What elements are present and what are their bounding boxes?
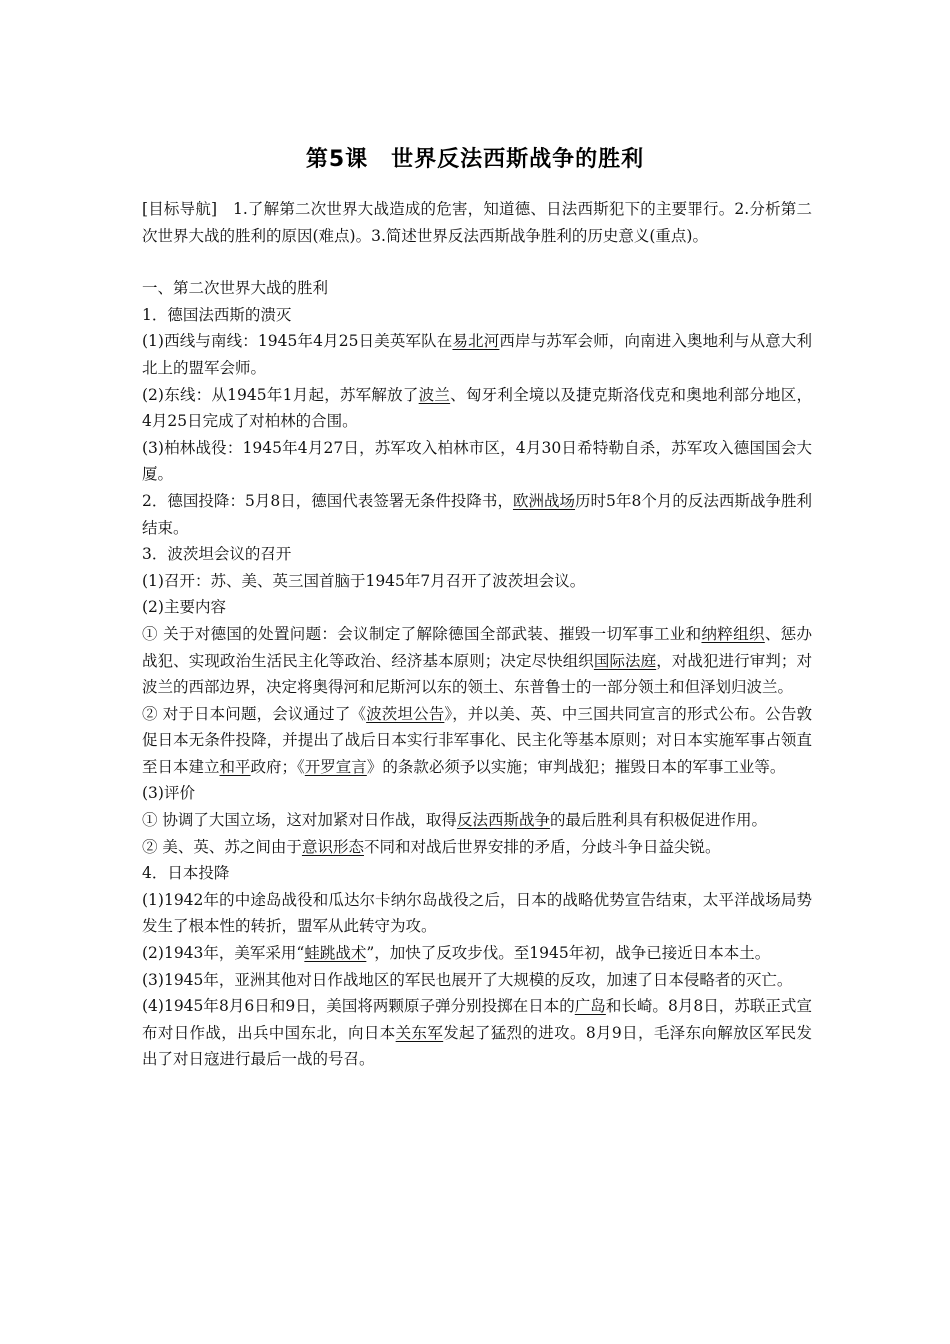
- section-heading: 一、第二次世界大战的胜利: [142, 279, 329, 298]
- text: 、匈牙利全境以及捷克斯洛伐克和奥地利部分地区，4月25日完成了对柏林的合围。: [142, 385, 812, 431]
- subheading-germany-collapse: 1．德国法西斯的溃灭: [142, 305, 292, 324]
- underlined-term: 反法西斯战争: [456, 811, 550, 830]
- subheading-potsdam: 3．波茨坦会议的召开: [142, 545, 292, 564]
- subheading-germany-surrender: [142, 488, 812, 541]
- text: 和长崎。8月8日，苏联正式宣布对日作战，出兵中国东北，向日本: [142, 997, 812, 1042]
- text: 2．德国投降：5月8日，德国代表签署无条件投降书，: [142, 491, 513, 510]
- objectives-label: [目标导航]: [142, 200, 233, 218]
- spacer: [142, 249, 812, 275]
- objectives-text: 1.了解第二次世界大战造成的危害，知道德、日法西斯犯下的主要罪行。2.分析第二次世界大战的胜利的原因(难点)。3.简述世界反法西斯战争胜利的历史意义(重点)。: [142, 200, 812, 245]
- paragraph-berlin: (3)柏林战役：1945年4月27日，苏军攻入柏林市区，4月30日希特勒自杀，苏军攻入德国国会大厦。: [142, 438, 812, 484]
- text: 、惩办战犯、实现政治生活民主化等政治、经济基本原则；决定尽快组织: [142, 624, 812, 670]
- paragraph-convening: (1)召开：苏、美、英三国首脑于1945年7月召开了波茨坦会议。: [142, 571, 586, 590]
- subheading-japan-surrender: 4．日本投降: [142, 864, 230, 883]
- underlined-term: 开罗宣言: [304, 757, 367, 776]
- paragraph-west-south: [142, 328, 812, 381]
- text: (4)1945年8月6日和9日，美国将两颗原子弹分别投掷在日本的: [142, 997, 575, 1016]
- underlined-term: 波茨坦公告: [366, 704, 445, 723]
- text: ”，加快了反攻步伐。至1945年初，战争已接近日本本土。: [366, 944, 771, 963]
- underlined-term: 易北河: [452, 332, 500, 351]
- underlined-term: 国际法庭: [593, 651, 657, 670]
- text: 政府；《: [250, 757, 305, 776]
- underlined-term: 意识形态: [301, 837, 364, 856]
- document-body: [142, 196, 812, 1073]
- underlined-term: 欧洲战场: [512, 491, 576, 510]
- paragraph-east: [142, 382, 812, 435]
- text: (2)1943年，美军采用“: [142, 944, 305, 963]
- underlined-term: 关东军: [395, 1023, 444, 1042]
- text: 的最后胜利具有积极促进作用。: [549, 811, 767, 830]
- text: 》，并以美、英、中三国共同宣言的形式公布。公告敦促日本无条件投降，并提出了战后日本实行非军事化、民主化等基本原则；对日本实施军事占领直至日本建立: [142, 704, 812, 776]
- text: ① 协调了大国立场，这对加紧对日作战，取得: [142, 811, 457, 830]
- paragraph-midway: (1)1942年的中途岛战役和瓜达尔卡纳尔岛战役之后，日本的战略优势宣告结束，太平洋战场局势发生了根本性的转折，盟军从此转守为攻。: [142, 890, 812, 936]
- text: 》的条款必须予以实施；审判战犯；摧毁日本的军事工业等。: [366, 757, 786, 776]
- lesson-title: 第5课 世界反法西斯战争的胜利: [305, 147, 645, 172]
- paragraph-germany-disposal: [142, 621, 812, 701]
- text: ① 关于对德国的处置问题：会议制定了解除德国全部武装、摧毁一切军事工业和: [142, 624, 702, 643]
- text: ，对战犯进行审判；对波兰的西部边界，决定将奥得河和尼斯河以东的领土、东普鲁士的一部分领土和但泽划归波兰。: [142, 651, 812, 697]
- learning-objectives: [142, 196, 812, 249]
- text: ② 对于日本问题，会议通过了《: [142, 704, 367, 723]
- paragraph-asia-counteroffensive: (3)1945年，亚洲其他对日作战地区的军民也展开了大规模的反攻，加速了日本侵略者的灭亡。: [142, 970, 793, 989]
- paragraph-evaluation: (3)评价: [142, 784, 195, 803]
- text: 西岸与苏军会师，向南进入奥地利与从意大利北上的盟军会师。: [142, 332, 812, 377]
- underlined-term: 广岛: [574, 997, 606, 1016]
- paragraph-leapfrog: [142, 940, 812, 967]
- text: 不同和对战后世界安排的矛盾，分歧斗争日益尖锐。: [363, 837, 721, 856]
- text: (2)东线：从1945年1月起，苏军解放了: [142, 385, 419, 404]
- paragraph-atomic-bomb: [142, 993, 812, 1073]
- text: (1)西线与南线：1945年4月25日美英军队在: [142, 332, 453, 351]
- text: 发起了猛烈的进攻。8月9日，毛泽东向解放区军民发出了对日寇进行最后一战的号召。: [142, 1023, 812, 1069]
- underlined-term: 纳粹组织: [701, 624, 765, 643]
- paragraph-evaluation-2: [142, 834, 812, 861]
- paragraph-evaluation-1: [142, 807, 812, 834]
- text: ② 美、英、苏之间由于: [142, 837, 302, 856]
- underlined-term: 和平: [219, 757, 251, 776]
- paragraph-japan-issue: [142, 701, 812, 781]
- text: 历时5年8个月的反法西斯战争胜利结束。: [142, 491, 812, 537]
- underlined-term: 波兰: [418, 385, 451, 404]
- underlined-term: 蛙跳战术: [304, 944, 367, 963]
- paragraph-main-content: (2)主要内容: [142, 598, 226, 617]
